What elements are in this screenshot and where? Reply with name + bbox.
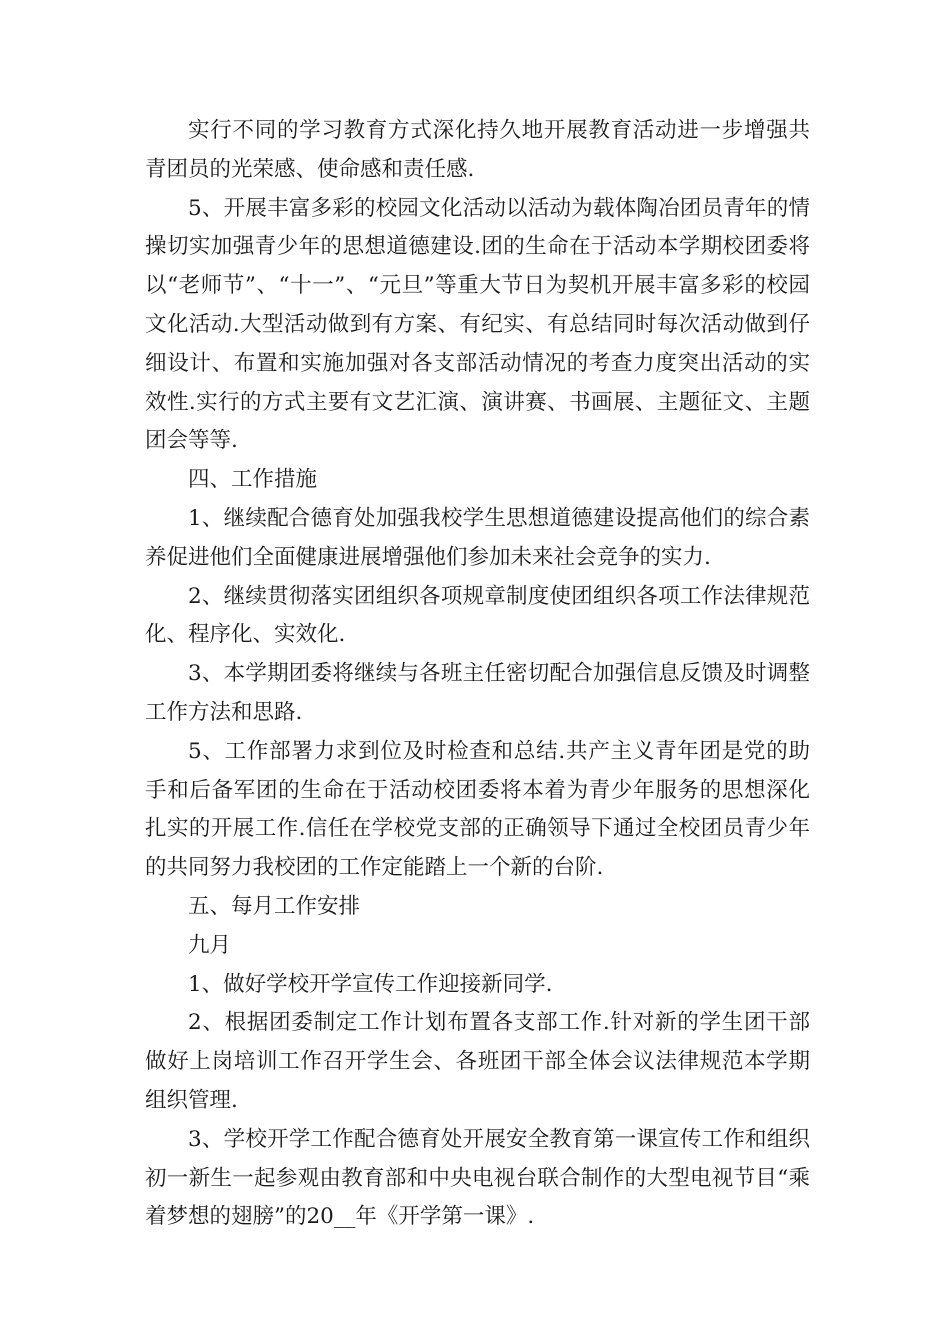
section-heading-monthly-plan: 五、每月工作安排 — [188, 893, 361, 919]
paragraph-item-5-campus-culture: 5、开展丰富多彩的校园文化活动以活动为载体陶冶团员青年的情操切实加强青少年的思想道德建设.团的生命在于活动本学期校团委将以“老师节”、“十一”、“元旦”等重大节日为契机开展丰富多彩的校园文化活动.大型活动做到有方案、有纪实、有总结同时每次活动做到仔细设计、布置和实施加强对各支部活动情况的考查力度突出活动的实效性.实行的方式主要有文艺汇演、演讲赛、书画展、主题征文、主题团会等等. — [145, 195, 810, 454]
document-body — [145, 112, 810, 1237]
paragraph-measure-3: 3、本学期团委将继续与各班主任密切配合加强信息反馈及时调整工作方法和思路. — [145, 661, 810, 725]
paragraph-measure-5: 5、工作部署力求到位及时检查和总结.共产主义青年团是党的助手和后备军团的生命在于活动校团委将本着为青少年服务的思想深化扎实的开展工作.信任在学校党支部的正确领导下通过全校团员青少年的共同努力我校团的工作定能踏上一个新的台阶. — [145, 738, 810, 881]
subheading-september: 九月 — [188, 932, 232, 958]
paragraph-september-1: 1、做好学校开学宣传工作迎接新同学. — [188, 971, 553, 997]
paragraph-measure-2: 2、继续贯彻落实团组织各项规章制度使团组织各项工作法律规范化、程序化、实效化. — [145, 583, 810, 648]
paragraph-september-3: 3、学校开学工作配合德育处开展安全教育第一课宣传工作和组织初一新生一起参观由教育部和中央电视台联合制作的大型电视节目“乘着梦想的翅膀”的20__年《开学第一课》. — [145, 1126, 810, 1230]
paragraph-measure-1: 1、继续配合德育处加强我校学生思想道德建设提高他们的综合素养促进他们全面健康进展增强他们参加未来社会竞争的实力. — [145, 505, 810, 570]
paragraph-intro: 实行不同的学习教育方式深化持久地开展教育活动进一步增强共青团员的光荣感、使命感和责任感. — [145, 118, 810, 182]
section-heading-measures: 四、工作措施 — [188, 467, 318, 493]
paragraph-september-2: 2、根据团委制定工作计划布置各支部工作.针对新的学生团干部做好上岗培训工作召开学生会、各班团干部全体会议法律规范本学期组织管理. — [145, 1010, 810, 1113]
